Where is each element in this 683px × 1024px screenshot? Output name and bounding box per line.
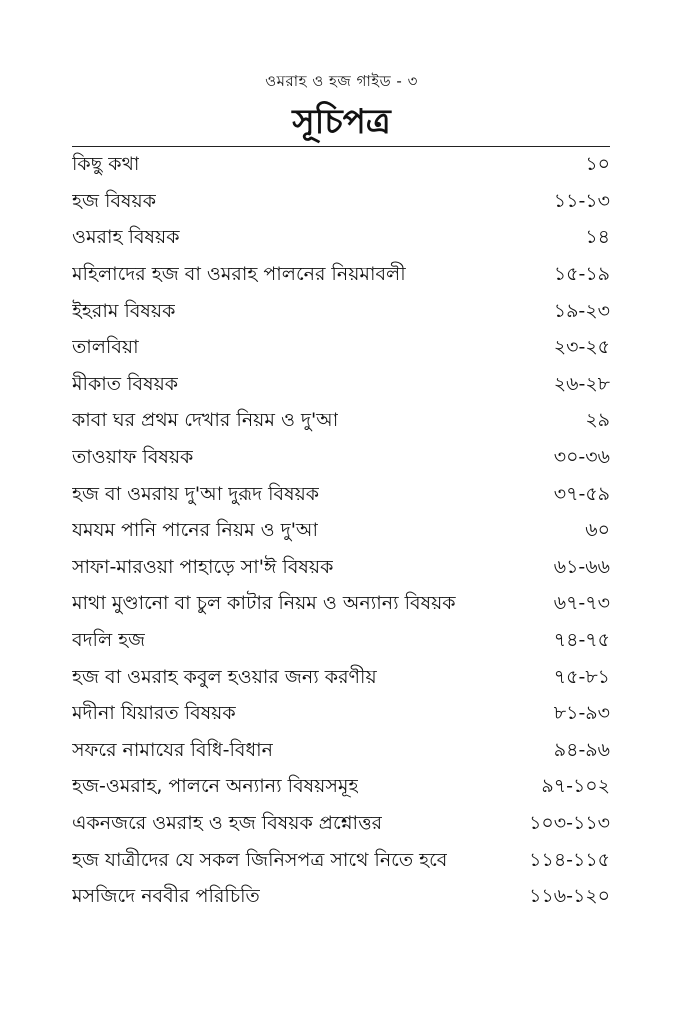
toc-entry-label: একনজরে ওমরাহ ও হজ বিষয়ক প্রশ্নোত্তর (72, 811, 383, 834)
toc-entry (72, 148, 610, 185)
running-head: ওমরাহ ও হজ গাইড - ৩ (265, 72, 418, 90)
toc-entry-label: হজ বা ওমরাহ কবুল হওয়ার জন্য করণীয় (72, 665, 377, 688)
toc-entry-label: মসজিদে নববীর পরিচিতি (72, 885, 260, 908)
toc-entry (72, 514, 610, 551)
toc-entry-pages: ২৩-২৫ (553, 336, 610, 359)
toc-entry-label: তালবিয়া (72, 336, 139, 359)
toc-entry (72, 441, 610, 478)
toc-entry-label: ইহরাম বিষয়ক (72, 299, 176, 322)
toc-entry-pages: ১৫-১৯ (553, 263, 610, 286)
toc-entry-label: হজ যাত্রীদের যে সকল জিনিসপত্র সাথে নিতে হবে (72, 848, 448, 871)
toc-entry-label: বদলি হজ (72, 629, 146, 652)
toc-entry (72, 551, 610, 588)
toc-entry-pages: ২৯ (585, 409, 610, 432)
toc-entry (72, 185, 610, 222)
toc-entry-label: হজ বা ওমরায় দু'আ দুরূদ বিষয়ক (72, 482, 320, 505)
toc-entry (72, 404, 610, 441)
toc-entry-pages: ১০ (585, 153, 610, 176)
toc-entry (72, 697, 610, 734)
toc-entry-label: কিছু কথা (72, 153, 140, 176)
toc-entry (72, 294, 610, 331)
toc-entry-label: তাওয়াফ বিষয়ক (72, 446, 194, 469)
toc-entry-pages: ৩০-৩৬ (553, 446, 610, 469)
toc-entry-pages: ১১৬-১২০ (529, 885, 610, 908)
toc-entry-label: হজ বিষয়ক (72, 189, 156, 212)
toc-entry (72, 807, 610, 844)
toc-entry-pages: ৬১-৬৬ (553, 555, 610, 578)
toc-entry (72, 843, 610, 880)
toc-entry-pages: ৭৫-৮১ (553, 665, 610, 688)
toc-entry-pages: ১১৪-১১৫ (529, 848, 610, 871)
toc-entry-label: ওমরাহ বিষয়ক (72, 226, 180, 249)
toc-entry-label: মীকাত বিষয়ক (72, 372, 179, 395)
toc-entry (72, 734, 610, 771)
toc-entry (72, 587, 610, 624)
title-divider (72, 146, 610, 147)
toc-entry-pages: ১১-১৩ (553, 189, 610, 212)
toc-entry (72, 368, 610, 405)
toc-entry-pages: ১৯-২৩ (553, 299, 610, 322)
table-of-contents (72, 148, 610, 916)
toc-entry-pages: ৭৪-৭৫ (553, 629, 610, 652)
toc-entry-pages: ৯৭-১০২ (541, 775, 610, 798)
toc-entry (72, 624, 610, 661)
toc-entry-label: কাবা ঘর প্রথম দেখার নিয়ম ও দু'আ (72, 409, 339, 432)
toc-entry (72, 258, 610, 295)
toc-entry-pages: ৬৭-৭৩ (553, 592, 610, 615)
toc-entry-label: হজ-ওমরাহ, পালনে অন্যান্য বিষয়সমূহ (72, 775, 359, 798)
toc-entry-pages: ৩৭-৫৯ (553, 482, 610, 505)
toc-entry-pages: ৮১-৯৩ (553, 702, 610, 725)
toc-entry-label: যমযম পানি পানের নিয়ম ও দু'আ (72, 519, 319, 542)
page-title: সূচিপত্র (292, 102, 391, 142)
toc-entry-label: সফরে নামাযের বিধি-বিধান (72, 738, 274, 761)
toc-entry-label: সাফা-মারওয়া পাহাড়ে সা'ঈ বিষয়ক (72, 555, 334, 578)
toc-entry-pages: ২৬-২৮ (553, 372, 610, 395)
toc-entry-pages: ৬০ (585, 519, 610, 542)
toc-entry (72, 331, 610, 368)
toc-entry-pages: ৯৪-৯৬ (553, 738, 610, 761)
toc-entry-label: মাথা মুণ্ডানো বা চুল কাটার নিয়ম ও অন্যান্য বিষয়ক (72, 592, 456, 615)
toc-entry-pages: ১৪ (585, 226, 610, 249)
toc-entry (72, 770, 610, 807)
toc-entry (72, 477, 610, 514)
toc-entry-label: মহিলাদের হজ বা ওমরাহ পালনের নিয়মাবলী (72, 263, 406, 286)
toc-entry (72, 880, 610, 917)
toc-entry-pages: ১০৩-১১৩ (529, 811, 610, 834)
toc-entry (72, 221, 610, 258)
toc-entry-label: মদীনা যিয়ারত বিষয়ক (72, 702, 236, 725)
toc-entry (72, 660, 610, 697)
